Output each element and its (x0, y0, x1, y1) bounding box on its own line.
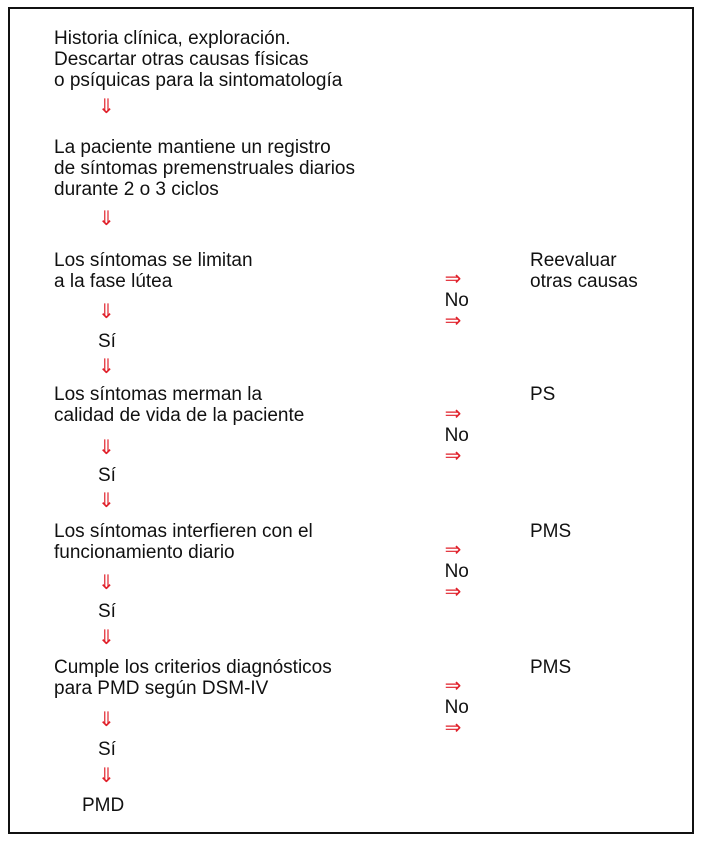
right-arrow-icon: ⇒ (444, 268, 462, 290)
outcome-pms: PMS (530, 657, 572, 678)
down-arrow-icon: ⇓ (98, 490, 115, 512)
down-arrow-icon: ⇓ (98, 356, 115, 378)
no-label: No (444, 697, 469, 718)
step-quality-of-life: Los síntomas merman la calidad de vida de la paciente (54, 384, 305, 426)
yes-label: Sí (98, 465, 116, 486)
right-arrow-icon: ⇒ (444, 403, 462, 425)
down-arrow-icon: ⇓ (98, 301, 115, 323)
step-luteal-phase: Los síntomas se limitan a la fase lútea (54, 250, 253, 292)
yes-label: Sí (98, 601, 116, 622)
no-label: No (444, 290, 469, 311)
yes-label: Sí (98, 739, 116, 760)
step-dsm-criteria: Cumple los criterios diagnósticos para PMD según DSM-IV (54, 657, 332, 699)
right-arrow-icon: ⇒ (444, 445, 462, 467)
down-arrow-icon: ⇓ (98, 765, 115, 787)
no-label: No (444, 561, 469, 582)
down-arrow-icon: ⇓ (98, 627, 115, 649)
right-arrow-icon: ⇒ (444, 581, 462, 603)
right-arrow-icon: ⇒ (444, 310, 462, 332)
step-history: Historia clínica, exploración. Descartar otras causas físicas o psíquicas para la sintomatología (54, 28, 343, 91)
final-diagnosis-pmd: PMD (82, 795, 125, 816)
yes-label: Sí (98, 331, 116, 352)
no-branch-luteal (434, 248, 469, 332)
down-arrow-icon: ⇓ (98, 709, 115, 731)
step-daily-functioning: Los síntomas interfieren con el funcionamiento diario (54, 521, 313, 563)
step-symptom-record: La paciente mantiene un registro de síntomas premenstruales diarios durante 2 o 3 ciclos (54, 137, 355, 200)
outcome-ps: PS (530, 384, 556, 405)
right-arrow-icon: ⇒ (444, 539, 462, 561)
right-arrow-icon: ⇒ (444, 717, 462, 739)
no-branch-quality (434, 383, 469, 467)
outcome-reevaluate: Reevaluar otras causas (530, 250, 638, 292)
right-arrow-icon: ⇒ (444, 675, 462, 697)
down-arrow-icon: ⇓ (98, 437, 115, 459)
down-arrow-icon: ⇓ (98, 572, 115, 594)
no-branch-functioning (434, 519, 469, 603)
outcome-pms: PMS (530, 521, 572, 542)
down-arrow-icon: ⇓ (98, 96, 115, 118)
no-label: No (444, 425, 469, 446)
no-branch-criteria (434, 655, 469, 739)
down-arrow-icon: ⇓ (98, 208, 115, 230)
